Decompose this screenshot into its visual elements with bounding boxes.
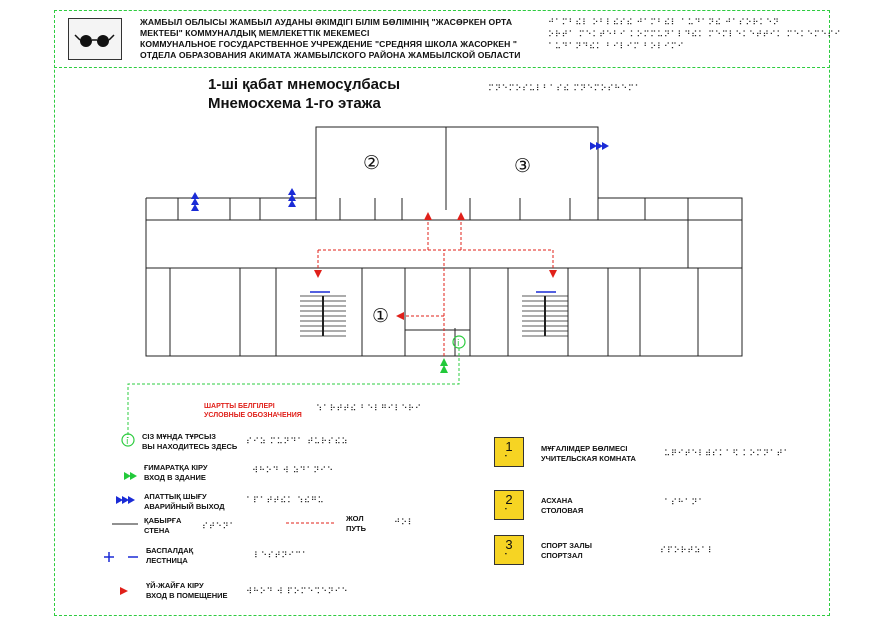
room-label-3: ③	[514, 155, 532, 177]
legend-entrance-ru: ВХОД В ЗДАНИЕ	[144, 473, 206, 482]
header-braille-1: ⠚⠁⠍⠃⠮⠇ ⠕⠃⠇⠮⠎⠮ ⠚⠁⠍⠃⠮⠇ ⠁⠥⠙⠁⠝⠮ ⠚⠁⠎⠕⠗⠅⠑⠝	[548, 18, 780, 28]
legend-stairs-ru: ЛЕСТНИЦА	[146, 556, 188, 565]
legend-title-braille: ⠱⠁⠗⠞⠞⠮ ⠃⠑⠇⠛⠊⠇⠑⠗⠊	[316, 404, 422, 414]
room-1-ru: УЧИТЕЛЬСКАЯ КОМНАТА	[541, 454, 636, 463]
stairs-left	[300, 292, 346, 336]
room-2-kz: АСХАНА	[541, 496, 573, 505]
legend-room-entry-braille: ⠺⠓⠕⠙ ⠺ ⠏⠕⠍⠑⠩⠑⠝⠊⠑	[246, 587, 349, 597]
room-box-1: 1 ⠁	[494, 437, 524, 467]
route-paths	[318, 216, 553, 356]
title-ru: Мнемосхема 1-го этажа	[208, 95, 381, 112]
legend-emergency-ru: АВАРИЙНЫЙ ВЫХОД	[144, 502, 225, 511]
legend-wall-braille: ⠎⠞⠑⠝⠁	[202, 522, 237, 532]
header-line-1: ЖАМБЫЛ ОБЛЫСЫ ЖАМБЫЛ АУДАНЫ ӘКІМДІГІ БІЛІМ БӨЛІМІНІҢ "ЖАСӨРКЕН ОРТА	[140, 17, 513, 27]
legend-emergency-kz: АПАТТЫҚ ШЫҒУ	[144, 492, 207, 501]
legend-here-braille: ⠎⠊⠵ ⠍⠥⠝⠙⠁ ⠞⠥⠗⠎⠮⠵	[246, 437, 349, 447]
svg-text:i: i	[457, 339, 460, 349]
title-kz: 1-ші қабат мнемосұлбасы	[208, 76, 401, 93]
svg-text:i: i	[126, 437, 129, 447]
legend-stairs-braille: ⠇⠑⠎⠞⠝⠊⠉⠁	[254, 551, 309, 561]
room-label-1: ①	[372, 305, 390, 327]
header-braille-2: ⠕⠗⠞⠁ ⠍⠑⠅⠞⠑⠃⠊ ⠅⠕⠍⠍⠥⠝⠁⠇⠙⠮⠅ ⠍⠑⠍⠇⠑⠅⠑⠞⠞⠊⠅ ⠍⠑⠅⠑⠍⠑⠎⠊	[548, 30, 842, 40]
header-line-3: КОММУНАЛЬНОЕ ГОСУДАРСТВЕННОЕ УЧРЕЖДЕНИЕ "СРЕДНЯЯ ШКОЛА ЖАСОРКЕН "	[140, 39, 518, 49]
legend-path-braille: ⠚⠕⠇	[394, 518, 415, 528]
legend-emergency-braille: ⠁⠏⠁⠞⠞⠮⠅ ⠱⠮⠛⠥	[246, 496, 325, 506]
legend-stairs-kz: БАСПАЛДАҚ	[146, 546, 194, 555]
room-box-3: 3 ⠁	[494, 535, 524, 565]
legend-here-kz: СІЗ МҰНДА ТҰРСЫЗ	[142, 432, 216, 441]
legend-title-kz: ШАРТТЫ БЕЛГІЛЕРІ	[204, 403, 275, 410]
room-1-kz: МҰҒАЛІМДЕР БӨЛМЕСІ	[541, 444, 628, 453]
room-2-ru: СТОЛОВАЯ	[541, 506, 584, 515]
plan-walls	[146, 127, 742, 356]
legend-wall-ru: СТЕНА	[144, 526, 170, 535]
room-3-ru: СПОРТЗАЛ	[541, 551, 583, 560]
legend-entrance-icon	[124, 472, 137, 480]
entrance-icon	[440, 358, 448, 373]
legend-room-entry-kz: ҮЙ-ЖАЙҒА КІРУ	[146, 581, 204, 590]
room-1-braille: ⠥⠟⠊⠞⠑⠇⠾⠎⠅⠁⠫ ⠅⠕⠍⠝⠁⠞⠁	[664, 449, 791, 459]
legend-path-kz: ЖОЛ	[346, 514, 364, 523]
legend-emergency-icon	[116, 496, 135, 504]
emergency-exit-icons	[191, 142, 609, 211]
you-here-link	[128, 348, 459, 438]
legend-entrance-kz: ҒИМАРАТҚА КІРУ	[144, 463, 208, 472]
stairs-right	[522, 292, 568, 336]
header-line-4: ОТДЕЛА ОБРАЗОВАНИЯ АКИМАТА ЖАМБЫЛСКОГО РАЙОНА ЖАМБЫЛСКОЙ ОБЛАСТИ	[140, 50, 521, 60]
room-2-braille: ⠁⠎⠓⠁⠝⠁	[664, 498, 705, 508]
header-braille-3: ⠁⠥⠙⠁⠝⠙⠮⠅ ⠃⠊⠇⠊⠍ ⠃⠕⠇⠊⠍⠊	[548, 42, 685, 52]
legend-stairs-icon	[104, 552, 138, 562]
room-labels	[363, 152, 531, 327]
legend-path-ru: ПУТЬ	[346, 524, 367, 533]
room-3-kz: СПОРТ ЗАЛЫ	[541, 541, 593, 550]
title-braille: ⠍⠝⠑⠍⠕⠎⠥⠇⠃⠁⠎⠮ ⠍⠝⠑⠍⠕⠎⠓⠑⠍⠁	[488, 84, 642, 94]
legend-room-entry-icon	[120, 587, 128, 595]
room-label-2: ②	[363, 152, 381, 174]
header-line-2: МЕКТЕБІ" КОММУНАЛДЫҚ МЕМЛЕКЕТТІК МЕКЕМЕСІ	[140, 28, 370, 38]
legend-entrance-braille: ⠺⠓⠕⠙ ⠺ ⠵⠙⠁⠝⠊⠑	[252, 466, 334, 476]
room-3-braille: ⠎⠏⠕⠗⠞⠵⠁⠇	[660, 546, 715, 556]
legend-here-ru: ВЫ НАХОДИТЕСЬ ЗДЕСЬ	[142, 442, 238, 451]
legend-here-icon	[122, 434, 134, 447]
legend-room-entry-ru: ВХОД В ПОМЕЩЕНИЕ	[146, 591, 228, 600]
legend-title-ru: УСЛОВНЫЕ ОБОЗНАЧЕНИЯ	[204, 412, 302, 419]
room-box-2: 2 ⠁	[494, 490, 524, 520]
legend-wall-kz: ҚАБЫРҒА	[144, 516, 182, 525]
